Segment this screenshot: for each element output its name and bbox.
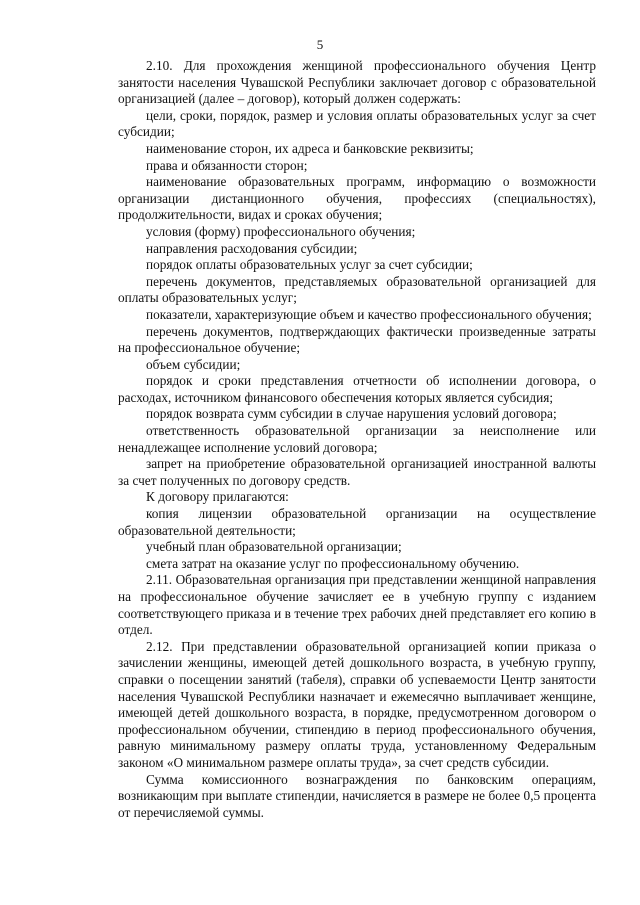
- list-item-goals: цели, сроки, порядок, размер и условия оплаты образовательных услуг за счет субсидии;: [118, 107, 596, 140]
- list-item-currency-ban: запрет на приобретение образовательной организацией иностранной валюты за счет полученных по договору средств.: [118, 456, 596, 488]
- list-item-spending: направления расходования субсидии;: [146, 240, 358, 256]
- paragraph-commission: Сумма комиссионного вознаграждения по банковским операциям, возникающим при выплате стипендии, начисляется в размере не более 0,5 процента от перечисляемой суммы.: [118, 771, 596, 820]
- list-item-documents: перечень документов, представляемых образовательной организацией для оплаты образовательных услуг;: [118, 273, 596, 306]
- list-item-training-form: условия (форму) профессионального обучения;: [146, 223, 416, 239]
- list-item-rights: права и обязанности сторон;: [146, 157, 308, 173]
- document-body: [118, 58, 596, 821]
- paragraph-2-12: 2.12. При представлении образовательной организацией копии приказа о зачислении женщины, имеющей детей дошкольного возраста, в учебную группу, справки о посещении занятий (табеля), справки об успеваемости Центр занятости населения Чувашской Республики назначает и ежемесячно выплачивает женщине, имеющей детей дошкольного возраста, в порядке, предусмотренном договором о профессиональном обучении, стипендию в период профессионального обучения, равную минимальному размеру оплаты труда, установленному Федеральным законом «О минимальном размере оплаты труда», за счет средств субсидии.: [118, 638, 596, 770]
- attachments-heading: К договору прилагаются:: [146, 489, 289, 505]
- list-item-cost-documents: перечень документов, подтверждающих фактически произведенные затраты на профессиональное обучение;: [118, 323, 596, 356]
- list-item-payment-order: порядок оплаты образовательных услуг за счет субсидии;: [146, 257, 473, 273]
- paragraph-2-10: 2.10. Для прохождения женщиной профессионального обучения Центр занятости населения Чувашской Республики заключает договор с образовательной организацией (далее – договор), который должен содержать:: [118, 58, 596, 107]
- paragraph-2-11: 2.11. Образовательная организация при представлении женщиной направления на профессиональное обучение зачисляет ее в учебную группу с изданием соответствующего приказа и в течение трех рабочих дней представляет его копию в отдел.: [118, 572, 596, 638]
- list-item-parties: наименование сторон, их адреса и банковские реквизиты;: [146, 140, 474, 156]
- list-item-liability: ответственность образовательной организации за неисполнение или ненадлежащее исполнение условий договора;: [118, 423, 596, 455]
- list-item-subsidy-volume: объем субсидии;: [146, 356, 241, 372]
- attachment-license: копия лицензии образовательной организации на осуществление образовательной деятельности;: [118, 506, 596, 538]
- list-item-indicators: показатели, характеризующие объем и качество профессионального обучения;: [146, 306, 592, 322]
- attachment-curriculum: учебный план образовательной организации;: [146, 539, 402, 555]
- page-number: 5: [316, 37, 324, 52]
- list-item-reporting: порядок и сроки представления отчетности об исполнении договора, о расходах, источником финансового обеспечения которых является субсидия;: [118, 373, 596, 405]
- list-item-programs: наименование образовательных программ, информацию о возможности организации дистанционного обучения, профессиях (специальностях), продолжительности, видах и сроках обучения;: [118, 174, 596, 223]
- attachment-estimate: смета затрат на оказание услуг по профессиональному обучению.: [146, 555, 520, 571]
- list-item-refund: порядок возврата сумм субсидии в случае нарушения условий договора;: [146, 406, 557, 422]
